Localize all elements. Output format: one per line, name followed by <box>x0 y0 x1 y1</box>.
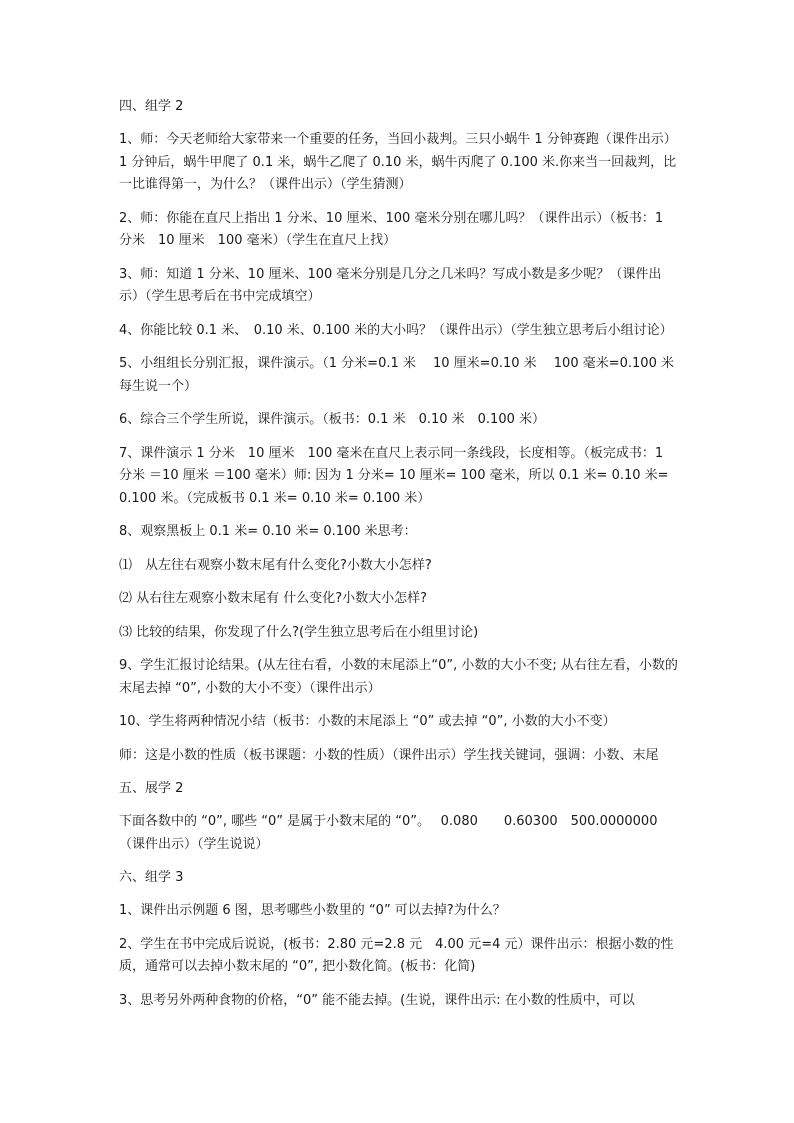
list-item: ⑴ 从左往右观察小数末尾有什么变化?小数大小怎样? <box>119 557 432 573</box>
section-heading: 五、展学 2 <box>119 781 184 796</box>
paragraph: 4、你能比较 0.1 米、 0.10 米、0.100 米的大小吗？（课件出示）（学生独立思考后小组讨论） <box>119 322 673 338</box>
paragraph: 2、学生在书中完成后说说，(板书：2.80 元=2.8 元 4.00 元=4 元）课件出示：根据小数的性质，通常可以去掉小数末尾的 “0”, 把小数化简。(板书：化简) <box>119 936 674 974</box>
paragraph: 9、学生汇报讨论结果。(从左往右看，小数的末尾添上“0”, 小数的大小不变; 从右往左看，小数的末尾去掉 “0”, 小数的大小不变）（课件出示） <box>119 658 678 696</box>
paragraph: 10、学生将两种情况小结（板书：小数的末尾添上 “0” 或去掉 “0”, 小数的大小不变） <box>119 714 616 729</box>
paragraph: 下面各数中的 “0”, 哪些 “0” 是属于小数末尾的 “0”。 0.080 0.60300 500.0000000（课件出示）（学生说说） <box>119 814 658 852</box>
list-item: ⑵ 从右往左观察小数末尾有 什么变化?小数大小怎样? <box>119 591 428 606</box>
paragraph: 1、师：今天老师给大家带来一个重要的任务，当回小裁判。三只小蜗牛 1 分钟赛跑（课件出示）1 分钟后，蜗牛甲爬了 0.1 米，蜗牛乙爬了 0.10 米，蜗牛丙爬了 0.100 米.你来当一回裁判，比一比谁得第一，为什么？（课件出示）（学生猜测） <box>119 132 677 192</box>
paragraph: 5、小组组长分别汇报，课件演示。（1 分米=0.1 米 10 厘米=0.10 米 100 毫米=0.100 米每生说一个） <box>119 356 674 394</box>
section-heading: 四、组学 2 <box>119 99 184 114</box>
paragraph: 师：这是小数的性质（板书课题：小数的性质）（课件出示）学生找关键词，强调：小数、末尾 <box>119 747 659 763</box>
section-heading: 六、组学 3 <box>119 870 184 885</box>
list-item: ⑶ 比较的结果，你发现了什么?(学生独立思考后在小组里讨论) <box>119 624 479 640</box>
paragraph: 3、思考另外两种食物的价格，“0” 能不能去掉。(生说，课件出示: 在小数的性质中，可以 <box>119 992 635 1008</box>
paragraph: 2、师：你能在直尺上指出 1 分米、10 厘米、100 毫米分别在哪儿吗？（课件出示）（板书：1 分米 10 厘米 100 毫米）（学生在直尺上找） <box>119 210 664 248</box>
paragraph: 3、师：知道 1 分米、10 厘米、100 毫米分别是几分之几米吗？写成小数是多少呢？（课件出示）（学生思考后在书中完成填空） <box>119 266 662 304</box>
paragraph: 8、观察黑板上 0.1 米= 0.10 米= 0.100 米思考： <box>119 524 417 539</box>
document-body <box>119 96 679 1023</box>
paragraph: 6、综合三个学生所说，课件演示。（板书：0.1 米 0.10 米 0.100 米） <box>119 412 546 427</box>
paragraph: 1、课件出示例题 6 图，思考哪些小数里的 “0” 可以去掉?为什么？ <box>119 903 506 918</box>
paragraph: 7、课件演示 1 分米 10 厘米 100 毫米在直尺上表示同一条线段，长度相等。（板完成书：1 分米 ＝10 厘米 ＝100 毫米）师: 因为 1 分米= 10 厘米= 100 毫米，所以 0.1 米= 0.10 米= 0.100 米。（完成板书 0.1 米= 0.10 米= 0.100 米） <box>119 445 669 506</box>
